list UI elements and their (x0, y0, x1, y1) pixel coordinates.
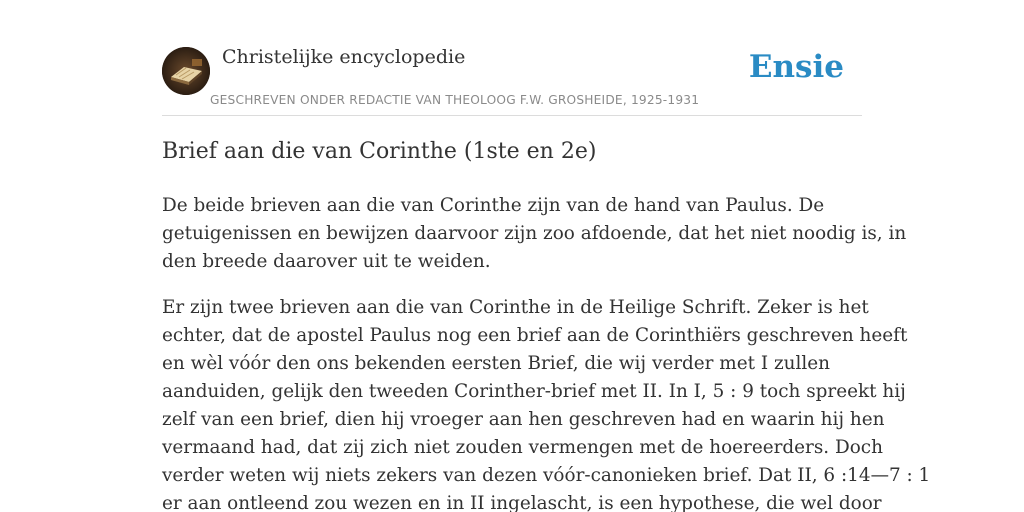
site-header (162, 44, 862, 116)
paragraph (162, 192, 907, 276)
article-title: Brief aan die van Corinthe (1ste en 2e) (162, 139, 597, 164)
text-line: getuigenissen en bewijzen daarvoor zijn zoo afdoende, dat het niet noodig is, in (162, 223, 907, 244)
brand-logo-link[interactable]: Ensie (748, 49, 844, 85)
text-line: Er zijn twee brieven aan die van Corinthe in de Heilige Schrift. Zeker is het (162, 297, 869, 318)
paragraph (162, 294, 931, 512)
site-name[interactable]: Christelijke encyclopedie (222, 46, 466, 68)
text-line: zelf van een brief, dien hij vroeger aan hen geschreven had en waarin hij hen (162, 409, 885, 430)
article-body (162, 192, 931, 512)
text-line: verder weten wij niets zekers van dezen vóór-canonieken brief. Dat II, 6 :14—7 : 1 (162, 465, 931, 486)
text-line: vermaand had, dat zij zich niet zouden vermengen met de hoereerders. Doch (162, 437, 883, 458)
text-line: en wèl vóór den ons bekenden eersten Brief, die wij verder met I zullen (162, 353, 830, 374)
text-line: echter, dat de apostel Paulus nog een brief aan de Corinthiërs geschreven heeft (162, 325, 908, 346)
text-line: aanduiden, gelijk den tweeden Corinther-brief met II. In I, 5 : 9 toch spreekt hij (162, 381, 906, 402)
text-line: er aan ontleend zou wezen en in II ingelascht, is een hypothese, die wel door (162, 493, 882, 512)
site-subtitle: GESCHREVEN ONDER REDACTIE VAN THEOLOOG F.W. GROSHEIDE, 1925-1931 (210, 93, 700, 107)
book-logo-icon[interactable] (162, 47, 210, 95)
text-line: den breede daarover uit te weiden. (162, 251, 491, 272)
text-line: De beide brieven aan die van Corinthe zijn van de hand van Paulus. De (162, 195, 825, 216)
